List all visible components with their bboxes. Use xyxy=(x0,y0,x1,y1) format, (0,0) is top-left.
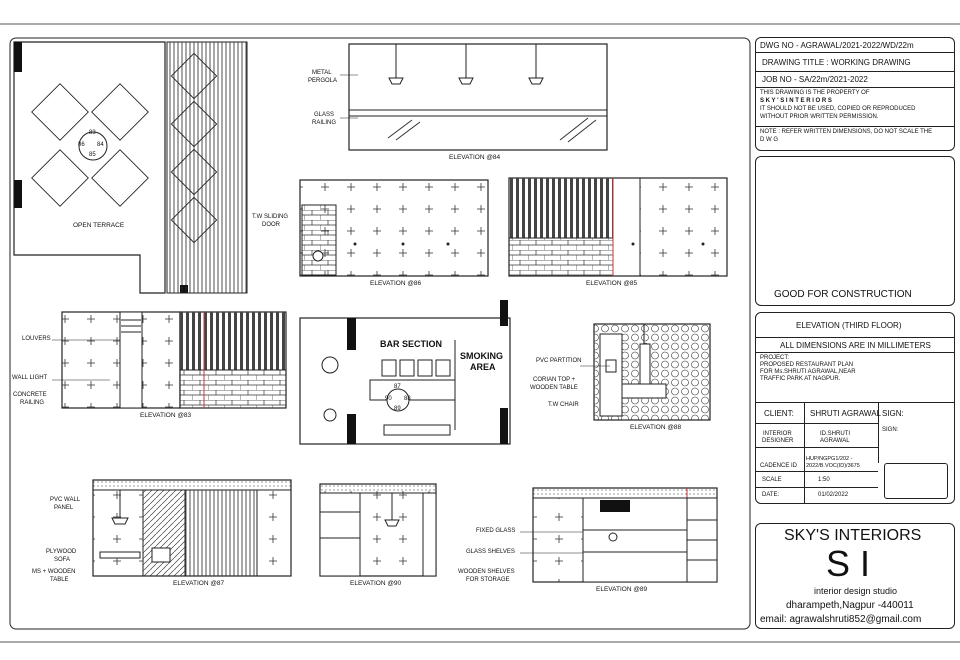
designer-value: AGRAWAL xyxy=(820,438,850,444)
elevation-88-title: ELEVATION @88 xyxy=(630,424,682,431)
elevation-83-title: ELEVATION @83 xyxy=(140,412,192,419)
cadence-label: CADENCE ID xyxy=(760,463,798,469)
smoking-area-label: SMOKING xyxy=(460,351,504,361)
project-line: TRAFFIC PARK AT NAGPUR. xyxy=(760,376,841,382)
pvc-panel-label: PVC WALL xyxy=(50,497,81,503)
bar-tag: 90 xyxy=(385,396,392,402)
glass-shelves-label: GLASS SHELVES xyxy=(466,549,515,555)
elevation-86 xyxy=(300,180,488,276)
chair-label: T.W CHAIR xyxy=(548,402,579,408)
client-label: CLIENT: xyxy=(764,409,794,418)
designer-value: ID.SHRUTI xyxy=(820,431,850,437)
elevation-85-title: ELEVATION @85 xyxy=(586,280,638,287)
pergola-label: METAL xyxy=(312,70,332,76)
storage-label: WOODEN SHELVES xyxy=(458,569,515,575)
property-note: THIS DRAWING IS THE PROPERTY OF xyxy=(760,90,870,96)
bar-tag: 88 xyxy=(404,396,411,402)
elevation-89-title: ELEVATION @89 xyxy=(596,586,648,593)
scale-label: SCALE xyxy=(762,477,782,483)
job-no: JOB NO - SA/22m/2021-2022 xyxy=(762,75,868,84)
pvc-panel-label: PANEL xyxy=(54,505,74,511)
sign-label: SIGN: xyxy=(882,409,904,418)
sofa-label: PLYWOOD xyxy=(46,549,77,555)
header-info xyxy=(755,37,955,151)
elevation-84-title: ELEVATION @84 xyxy=(449,154,501,161)
corian-label: WOODEN TABLE xyxy=(530,385,578,391)
cadence-value: HUP/NGPG1/202 - xyxy=(806,456,853,462)
tagline: interior design studio xyxy=(814,586,898,596)
sliding-door-label: DOOR xyxy=(262,222,280,228)
property-note: IT SHOULD NOT BE USED, COPIED OR REPRODUCED xyxy=(760,106,916,112)
logo: SI xyxy=(826,543,881,584)
drawing-title: DRAWING TITLE : WORKING DRAWING xyxy=(762,58,911,67)
terrace-label: OPEN TERRACE xyxy=(73,222,125,229)
wall-light-label: WALL LIGHT xyxy=(12,375,48,381)
property-note: WITHOUT PRIOR WRITTEN PERMISSION. xyxy=(760,114,879,120)
bar-section-plan xyxy=(300,300,510,444)
email: email: agrawalshruti852@gmail.com xyxy=(760,614,922,625)
title-block xyxy=(755,37,955,629)
bar-tag: 87 xyxy=(394,384,401,390)
sofa-label: SOFA xyxy=(54,557,71,563)
table-label: MS + WOODEN xyxy=(32,569,76,575)
date-value: 01/02/2022 xyxy=(818,492,849,498)
terrace-tag: 83 xyxy=(89,130,96,136)
terrace-tag: 86 xyxy=(78,142,85,148)
terrace-tag: 84 xyxy=(97,142,104,148)
pvc-partition-label: PVC PARTITION xyxy=(536,358,582,364)
storage-label: FOR STORAGE xyxy=(466,577,510,583)
firm-name: SKY'S INTERIORS xyxy=(784,527,922,544)
project-line: PROJECT: xyxy=(760,355,790,361)
elevation-83 xyxy=(52,312,286,408)
designer-label: DESIGNER xyxy=(762,438,794,444)
railing-label: RAILING xyxy=(312,120,337,126)
cadence-value: 2022/B.VOC(ID)/3675 xyxy=(806,463,860,469)
scale-value: 1:50 xyxy=(818,477,830,483)
elevation-87 xyxy=(93,480,291,576)
address: dharampeth,Nagpur -440011 xyxy=(786,600,914,611)
dwg-no: DWG NO - AGRAWAL/2021-2022/WD/22m xyxy=(760,41,914,50)
scale-note: D W G xyxy=(760,137,778,143)
elevation-87-title: ELEVATION @87 xyxy=(173,580,225,587)
status-text: GOOD FOR CONSTRUCTION xyxy=(774,289,912,300)
elevation-90-title: ELEVATION @90 xyxy=(350,580,402,587)
stamp-box xyxy=(884,463,948,499)
corian-label: CORIAN TOP + xyxy=(533,377,576,383)
concrete-label: RAILING xyxy=(20,400,45,406)
elevation-88 xyxy=(580,324,710,420)
sheet-info xyxy=(755,312,955,504)
sign-label: SIGN: xyxy=(882,427,899,433)
louvers-label: LOUVERS xyxy=(22,336,51,342)
bar-section-title: BAR SECTION xyxy=(380,339,443,349)
elevation-90 xyxy=(320,484,436,576)
elevation-85 xyxy=(509,178,727,276)
project-line: PROPOSED RESTAURANT PLAN xyxy=(760,362,854,368)
sliding-door-label: T.W SLIDING xyxy=(252,214,289,220)
railing-label: GLASS xyxy=(314,112,335,118)
smoking-area-label: AREA xyxy=(470,362,496,372)
terrace-plan xyxy=(14,42,247,293)
table-label: TABLE xyxy=(50,577,69,583)
concrete-label: CONCRETE xyxy=(13,392,47,398)
property-note: S K Y ' S I N T E R I O R S xyxy=(760,98,832,104)
dimensions-note: ALL DIMENSIONS ARE IN MILLIMETERS xyxy=(780,341,931,350)
fixed-glass-label: FIXED GLASS xyxy=(476,528,516,534)
bar-tag: 89 xyxy=(394,406,401,412)
designer-label: INTERIOR xyxy=(763,431,792,437)
date-label: DATE: xyxy=(762,492,780,498)
status-box xyxy=(755,156,955,306)
elevation-84 xyxy=(340,44,607,150)
scale-note: NOTE : REFER WRITTEN DIMENSIONS, DO NOT SCALE THE xyxy=(760,129,933,135)
pergola-label: PERGOLA xyxy=(308,78,338,84)
sheet-title: ELEVATION (THIRD FLOOR) xyxy=(796,321,902,330)
client-value: SHRUTI AGRAWAL xyxy=(810,409,881,418)
terrace-tag: 85 xyxy=(89,152,96,158)
project-line: FOR Ms.SHRUTI AGRAWAL,NEAR xyxy=(760,369,856,375)
firm-box xyxy=(755,523,955,629)
elevation-89 xyxy=(520,488,717,582)
elevation-86-title: ELEVATION @86 xyxy=(370,280,422,287)
